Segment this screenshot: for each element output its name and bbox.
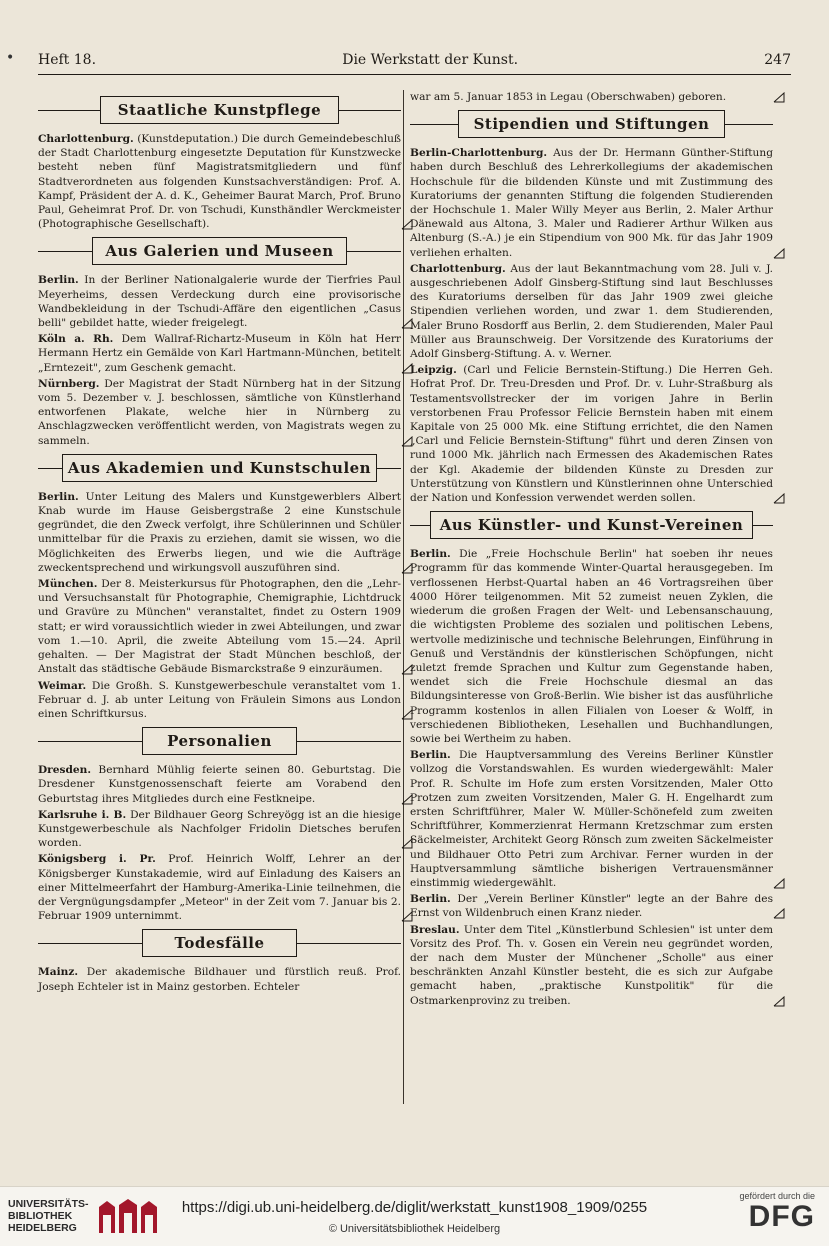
entry-muenchen: München. Der 8. Meisterkursus für Photographen, den die „Lehr- und Versuchsanstalt für Photographie, Chemigraphie, Lichtdruck und Gravüre zu München" veranstaltet, findet zu Ostern 1909 statt; er wird voraussichtlich wieder in zwei Abteilungen, und zwar vom 1.—10. April, die zweite Abteilung vom 15.—24. April gehalten. — Der Magistrat der Stadt München beschloß, der Anstalt das städtische Gebäude Bismarckstraße 9 einzuräumen. [38,577,401,676]
section-heading-todesfaelle: Todesfälle [38,929,401,957]
entry-berlin-hauptversammlung: Berlin. Die Hauptversammlung des Vereins Berliner Künstler vollzog die Vorstandswahlen. Es wurden wiedergewählt: Maler Prof. R. Schulte im Hofe zum ersten Vorsitzenden, Maler Otto Protzen zum zweiten Vorsitzenden, Maler G. H. Engelhardt zum ersten Schriftführer, Maler W. Müller-Schönefeld zum zweiten Schriftführer, Kommerzienrat Hermann Kretzschmar zum ersten Säckelmeister, Architekt Georg Rönsch zum zweiten Säckelmeister und Bildhauer Otto Petri zum Archivar. Ferner wurden in der Hauptversammlung sämtliche bisherigen Vertrauensmänner einstimmig wiedergewählt. [410,748,773,890]
margin-mark: • [6,50,15,66]
entry-dresden: Dresden. Bernhard Mühlig feierte seinen 80. Geburtstag. Die Dresdener Kunstgenossenschaft feierte am Vorabend den Geburtstag ihres Mitgliedes durch eine Festkneipe. [38,763,401,806]
entry-mainz-continued: war am 5. Januar 1853 in Legau (Oberschwaben) geboren. [410,90,773,104]
dfg-logo[interactable] [739,1191,815,1233]
entry-nuernberg: Nürnberg. Der Magistrat der Stadt Nürnberg hat in der Sitzung vom 5. Dezember v. J. beschlossen, sämtliche von Künstlerhand entworfenen Plakate, welche hier in Nürnberg zu Anschlagzwecken veröffentlicht werden, von Magistrats wegen zu sammeln. [38,377,401,448]
entry-berlin-charlottenburg-stiftung: Berlin-Charlottenburg. Aus der Dr. Hermann Günther-Stiftung haben durch Beschluß des Lehrerkollegiums der akademischen Hochschule für die bildenden Künste und mit Zustimmung des Kuratoriums der genannten Stiftung die folgenden Studierenden der Hochschule 1. Maler Willy Meyer aus Berlin, 2. Maler Arthur Dänewald aus Altona, 3. Maler und Radierer Arthur Wilken aus Altenburg (S.-A.) je ein Stipendium von 900 Mk. für das Jahr 1909 verliehen erhalten. [410,146,773,260]
header-journal-title: Die Werkstatt der Kunst. [342,52,519,68]
entry-breslau: Breslau. Unter dem Titel „Künstlerbund Schlesien" ist unter dem Vorsitz des Prof. Th. v. Gosen ein Verein neu gegründet worden, der nach dem Muster der Münchener „Scholle" aus einer beschränkten Anzahl Künstler besteht, die es sich zur Aufgabe gemacht haben, „praktische Kunstpolitik" für die Ostmarkenprovinz zu treiben. [410,923,773,1008]
header-rule [38,74,791,75]
entry-leipzig: Leipzig. (Carl und Felicie Bernstein-Stiftung.) Die Herren Geh. Hofrat Prof. Dr. Treu-Dresden und Prof. Dr. v. Luhr-Straßburg als Testamentsvollstrecker der im vorigen Jahre in Berlin verstorbenen Frau Professor Felicie Bernstein haben mit einem Kapitale von 25 000 Mk. eine Stiftung errichtet, die den Namen „Carl und Felicie Bernstein-Stiftung" führt und deren Zinsen von rund 1000 Mk. jährlich nach Ermessen des Akademischen Rates der Kgl. Akademie der bildenden Künste zu Dresden zur Unterstützung von Künstlern und Künstlerinnen ohne Unterschied der Nation und Konfession verwendet werden sollen. [410,363,773,505]
entry-koenigsberg: Königsberg i. Pr. Prof. Heinrich Wolff, Lehrer an der Königsberger Kunstakademie, wird auf Einladung des Kaisers an einer Mittelmeerfahrt der Hamburg-Amerika-Linie teilnehmen, die der Vergnügungsdampfer „Meteor" in der Zeit vom 7. Januar bis 2. Februar 1909 unternimmt. [38,852,401,923]
header-issue: Heft 18. [38,52,97,68]
dfg-wordmark: DFG [748,1200,815,1233]
section-heading-staatliche: Staatliche Kunstpflege [38,96,401,124]
left-column [38,90,401,996]
right-column [410,90,773,1010]
section-heading-galerien: Aus Galerien und Museen [38,237,401,265]
entry-berlin-freie-hochschule: Berlin. Die „Freie Hochschule Berlin" hat soeben ihr neues Programm für das kommende Winter-Quartal herausgegeben. Im verflossenen Herbst-Quartal haben an 46 Vortragsreihen über 4000 Hörer teilgenommen. Mit 52 zumeist neuen Zyklen, die wiederum die großen Fragen der Welt- und Lebensanschauung, die wichtigsten Probleme des sozialen und politischen Lebens, wertvolle medizinische und technische Belehrungen, Einführung in Genuß und Verständnis der künstlerischen Schöpfungen, nicht zuletzt fremde Sprachen und Kultur zum Gegenstande haben, wendet sich die Freie Hochschule diesmal an das Bildungsinteresse von Groß-Berlin. Wie bisher ist das ausführliche Programm kostenlos in allen Filialen von Loeser & Wolff, in verschiedenen Bibliotheken, Lesehallen und Buchhandlungen, sowie bei Wertheim zu haben. [410,548,773,745]
viewer-footer [0,1186,829,1246]
entry-berlin-kunstschule: Berlin. Unter Leitung des Malers und Kunstgewerblers Albert Knab wurde im Hause Geisbergstraße 2 eine Kunstschule gegründet, die den Zweck verfolgt, ihre Schülerinnen und Schüler unmittelbar für die Praxis zu erziehen, damit sie wissen, wo die Möglichkeiten des Erwerbs liegen, und wie die Aufträge zweckentsprechend und wirkungsvoll auszuführen sind. [38,490,401,575]
section-heading-personalien: Personalien [38,727,401,755]
library-name: UNIVERSITÄTS- BIBLIOTHEK HEIDELBERG [8,1198,89,1234]
copyright-notice: © Universitätsbibliothek Heidelberg [328,1223,501,1235]
section-heading-vereine: Aus Künstler- und Kunst-Vereinen [410,511,773,539]
funded-by-label: gefördert durch die [739,1191,815,1201]
entry-koeln: Köln a. Rh. Dem Wallraf-Richartz-Museum in Köln hat Herr Hermann Hertz ein Gemälde von Karl Hartmann-München, betitelt „Erntezeit", zum Geschenk gemacht. [38,332,401,375]
section-heading-stipendien: Stipendien und Stiftungen [410,110,773,138]
entry-weimar: Weimar. Die Großh. S. Kunstgewerbeschule veranstaltet vom 1. Februar d. J. ab unter Leitung von Fräulein Simons aus London einen Schriftkursus. [38,679,401,722]
entry-charlottenburg-ginsberg: Charlottenburg. Aus der laut Bekanntmachung vom 28. Juli v. J. ausgeschriebenen Adolf Ginsberg-Stiftung sind laut Beschlusses des Kuratoriums derselben für das Jahr 1909 zwei gleiche Stipendien verliehen worden, und zwar 1. dem Studierenden, Maler Bruno Rosdorff aus Berlin, 2. dem Studierenden, Maler Paul Müller aus Braunschweig. Der Vorsitzende des Kuratoriums der Adolf Ginsberg-Stiftung. A. v. Werner. [410,262,773,361]
header-page-number: 247 [764,52,791,68]
section-heading-akademien: Aus Akademien und Kunstschulen [38,454,401,482]
entry-charlottenburg-deputation: Charlottenburg. (Kunstdeputation.) Die durch Gemeindebeschluß der Stadt Charlottenburg eingesetzte Deputation für Kunstzwecke besteht neben fünf Magistratsmitgliedern und fünf Stadtverordneten aus folgenden Kunstsachverständigen: Prof. A. Kampf, Präsident der A. d. K., Geheimer Baurat March, Prof. Bruno Paul, Geheimrat Prof. Dr. von Tschudi, Kunsthändler Werckmeister (Photographische Gesellschaft). [38,132,401,231]
entry-mainz: Mainz. Der akademische Bildhauer und fürstlich reuß. Prof. Joseph Echteler ist in Mainz gestorben. Echteler [38,966,401,993]
entry-berlin-nationalgalerie: Berlin. In der Berliner Nationalgalerie wurde der Tierfries Paul Meyerheims, dessen Verdeckung durch eine provisorische Wandbekleidung in der Tschudi-Affäre den eigentlichen „Casus belli" gebildet hatte, wieder freigelegt. [38,273,401,330]
entry-karlsruhe: Karlsruhe i. B. Der Bildhauer Georg Schreyögg ist an die hiesige Kunstgewerbeschule als Nachfolger Fridolin Dietsches berufen worden. [38,808,401,851]
permalink-url[interactable]: https://digi.ub.uni-heidelberg.de/diglit/werkstatt_kunst1908_1909/0255 [181,1199,648,1216]
running-header [38,52,791,72]
column-divider [403,90,404,1104]
entry-berlin-kranz: Berlin. Der „Verein Berliner Künstler" legte an der Bahre des Ernst von Wildenbruch einen Kranz nieder. [410,892,773,920]
